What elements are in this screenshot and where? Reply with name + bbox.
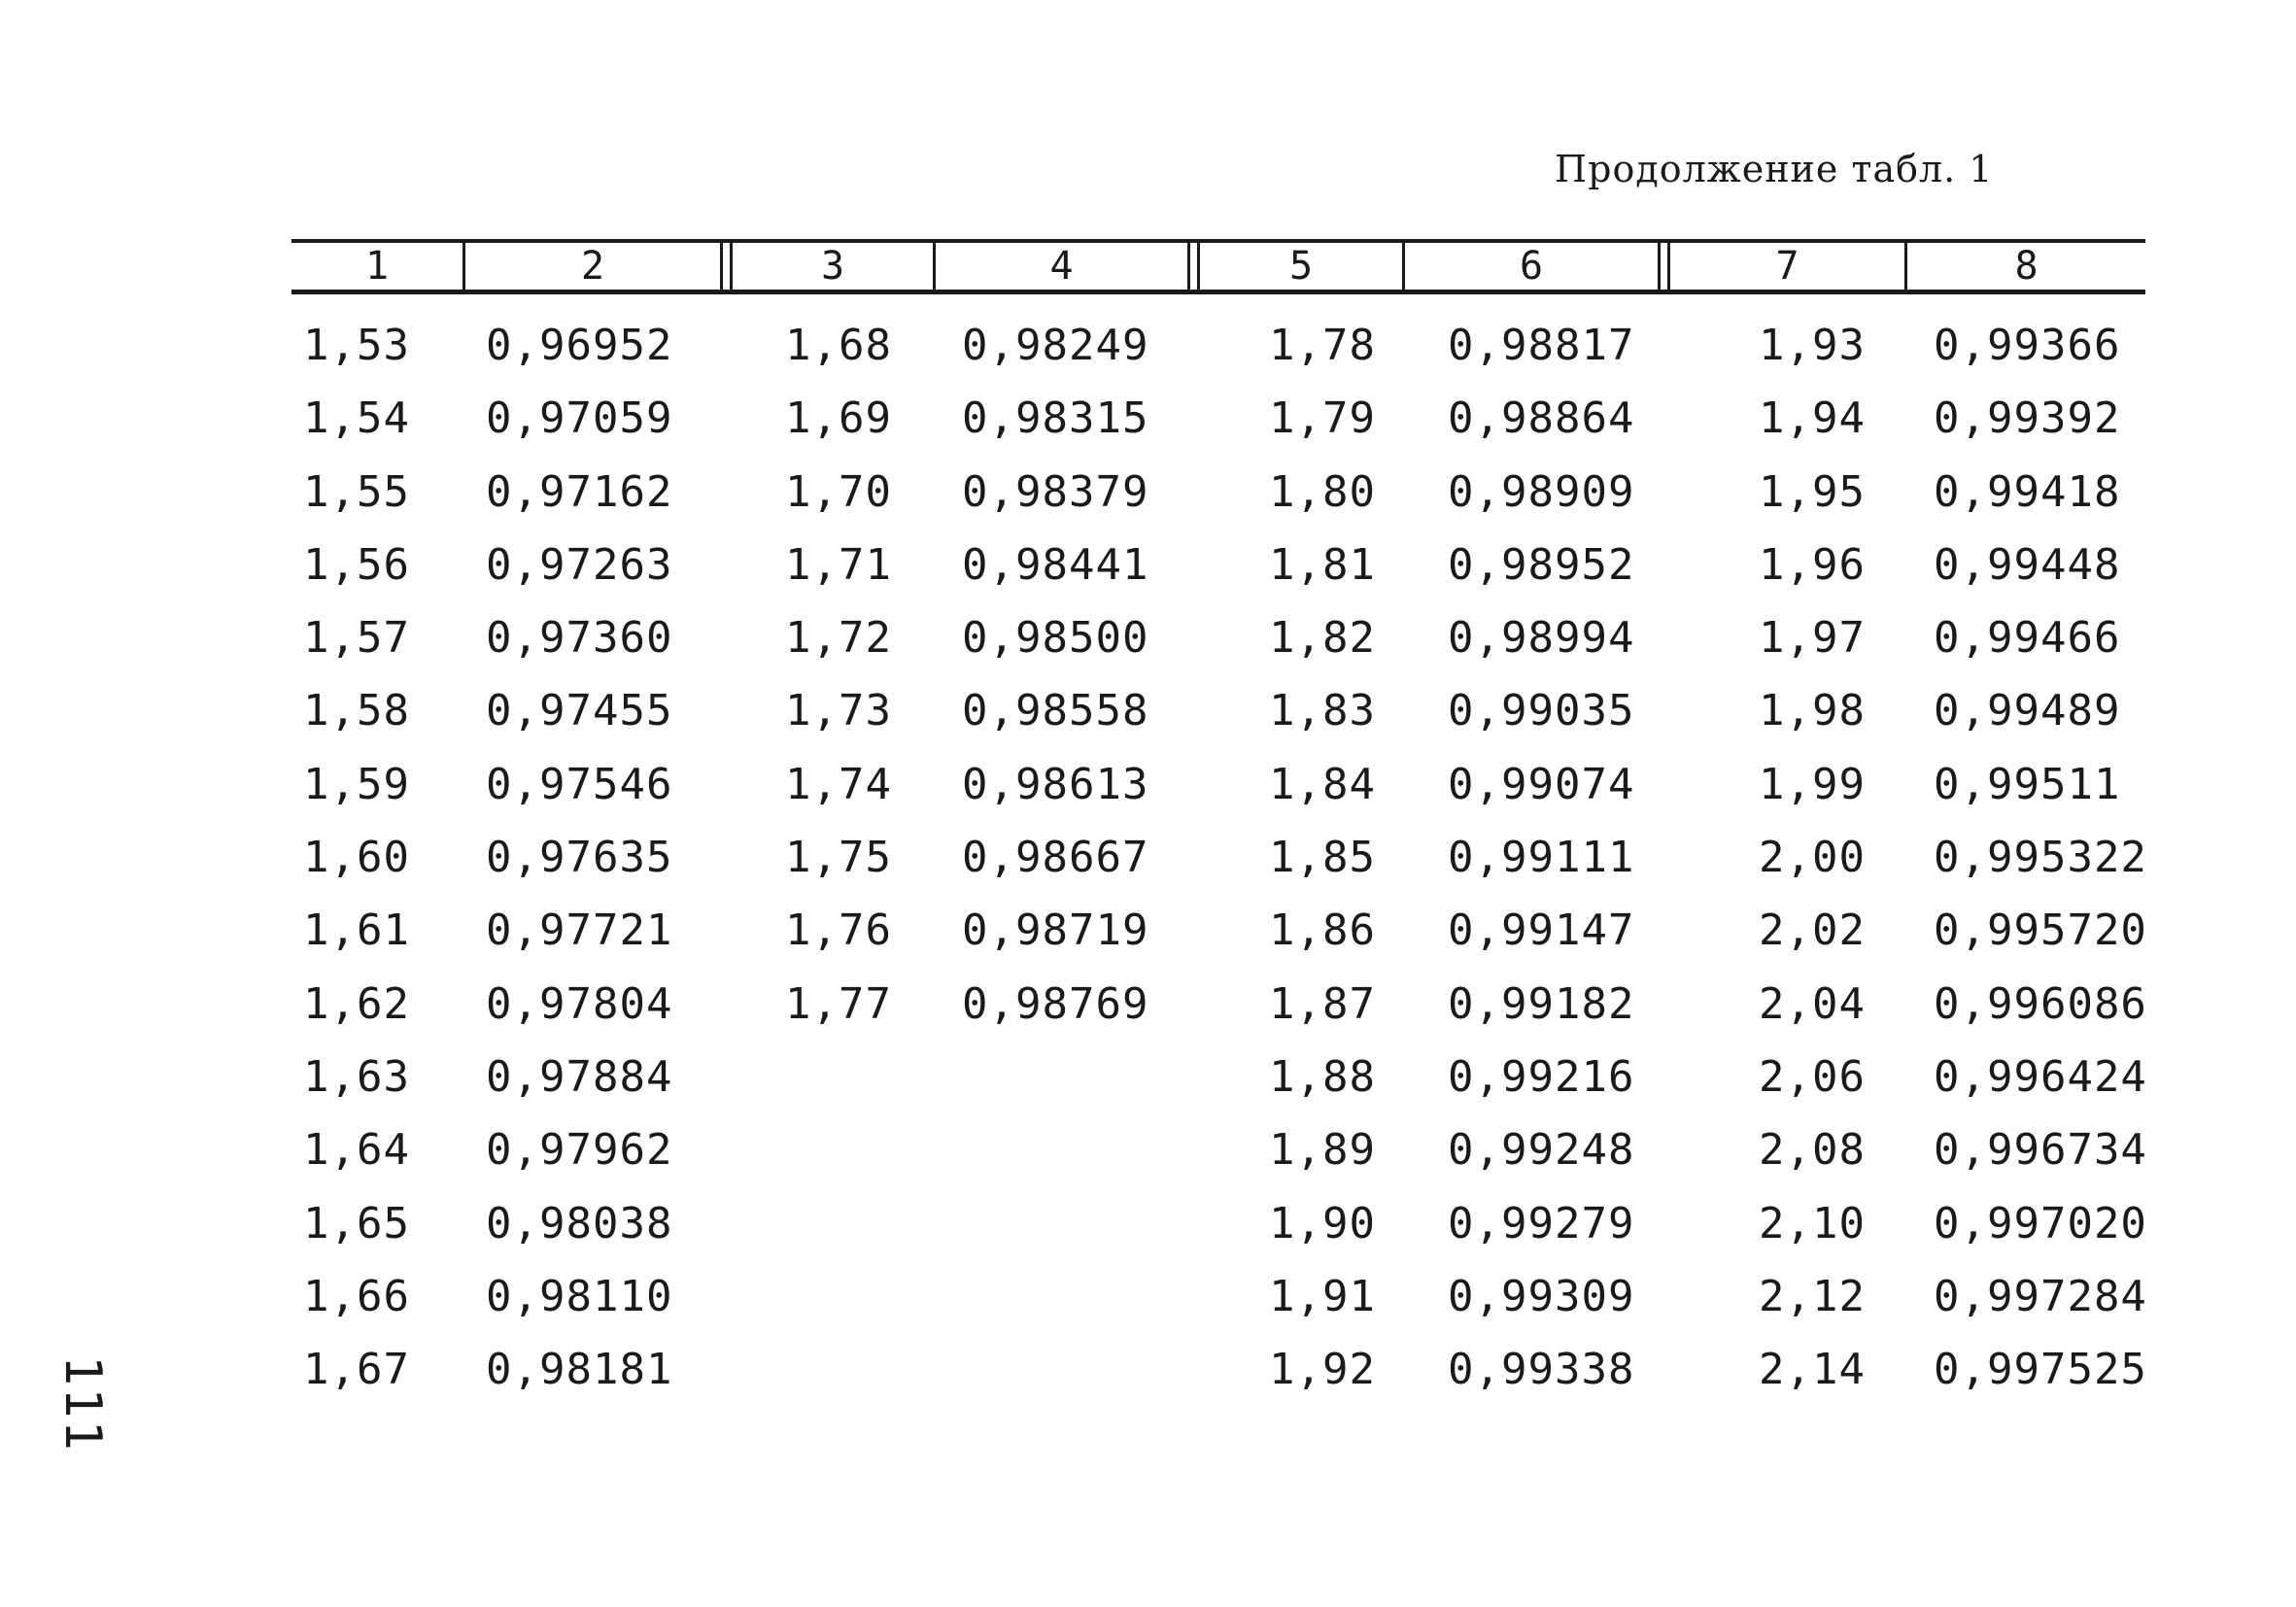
- table-cell: 1,58: [303, 686, 410, 736]
- table-cell: 0,97721: [486, 906, 673, 956]
- table-cell: 1,91: [1269, 1271, 1376, 1321]
- table-cell: 1,69: [785, 393, 892, 444]
- table-cell: 0,98667: [962, 833, 1149, 883]
- table-cell: 0,97162: [486, 466, 673, 517]
- table-cell: 0,995322: [1934, 833, 2147, 883]
- table-cell: 0,99448: [1934, 539, 2121, 590]
- table-cell: 0,997525: [1934, 1345, 2147, 1395]
- table-cell: 0,98181: [486, 1345, 673, 1395]
- table-cell: 1,64: [303, 1125, 410, 1176]
- table-cell: 1,56: [303, 539, 410, 590]
- header-double-separator: [1187, 239, 1190, 293]
- table-cell: 0,98110: [486, 1271, 673, 1321]
- column-header: 5: [1288, 244, 1314, 289]
- table-cell: 0,98769: [962, 978, 1149, 1029]
- table-cell: 1,68: [785, 321, 892, 370]
- table-cell: 0,99338: [1448, 1345, 1635, 1395]
- column-header: 3: [820, 244, 845, 289]
- column-header: 4: [1049, 244, 1074, 289]
- table-cell: 2,04: [1759, 978, 1866, 1029]
- column-6: [1448, 309, 1634, 1406]
- column-header: 8: [2014, 244, 2039, 289]
- table-cell: 1,94: [1759, 393, 1866, 444]
- table-cell: 0,995720: [1934, 906, 2147, 956]
- table-cell: 0,99182: [1448, 978, 1635, 1029]
- table-cell: 0,997020: [1934, 1198, 2147, 1248]
- table-cell: 0,97962: [486, 1125, 673, 1176]
- table-cell: 1,73: [785, 686, 892, 736]
- header-double-separator: [1658, 239, 1661, 293]
- table-cell: 1,99: [1759, 759, 1866, 809]
- table-cell: 1,97: [1759, 613, 1866, 664]
- table-cell: 0,97059: [486, 393, 673, 444]
- table-cell: 1,57: [303, 613, 410, 664]
- table-cell: 1,95: [1759, 466, 1866, 517]
- table-cell: 1,81: [1269, 539, 1376, 590]
- table-cell: 1,92: [1269, 1345, 1376, 1395]
- table-cell: 1,65: [303, 1198, 410, 1248]
- page-number: 111: [53, 1355, 112, 1453]
- table-cell: 1,63: [303, 1051, 410, 1102]
- table-cell: 2,02: [1759, 906, 1866, 956]
- table-cell: 0,98817: [1448, 321, 1635, 370]
- column-header: 1: [364, 244, 390, 289]
- table-cell: 0,97455: [486, 686, 673, 736]
- table-cell: 0,99366: [1934, 321, 2121, 370]
- table-cell: 0,99392: [1934, 393, 2121, 444]
- column-header: 7: [1775, 244, 1799, 289]
- table-cell: 0,99248: [1448, 1125, 1635, 1176]
- table-cell: 1,54: [303, 393, 410, 444]
- table-cell: 0,997284: [1934, 1271, 2147, 1321]
- table-cell: 0,99035: [1448, 686, 1635, 736]
- table-cell: 2,06: [1759, 1051, 1866, 1102]
- table-cell: 0,97635: [486, 833, 673, 883]
- table-cell: 1,61: [303, 906, 410, 956]
- table-cell: 0,97263: [486, 539, 673, 590]
- table-cell: 0,98379: [962, 466, 1149, 517]
- column-7: [1759, 309, 1866, 1406]
- table-cell: 0,996086: [1934, 978, 2147, 1029]
- table-cell: 0,99111: [1448, 833, 1635, 883]
- column-2: [486, 309, 672, 1406]
- table-cell: 0,996734: [1934, 1125, 2147, 1176]
- header-bottom-rule: [291, 290, 2145, 294]
- table-cell: 1,86: [1269, 906, 1376, 956]
- table-cell: 0,99074: [1448, 759, 1635, 809]
- table-cell: 1,88: [1269, 1051, 1376, 1102]
- table-cell: 0,99489: [1934, 686, 2121, 736]
- table-cell: 0,97804: [486, 978, 673, 1029]
- table-cell: 0,996424: [1934, 1051, 2147, 1102]
- table-cell: 1,89: [1269, 1125, 1376, 1176]
- table-cell: 0,98613: [962, 759, 1149, 809]
- table-cell: 0,98719: [962, 906, 1149, 956]
- column-8: [1934, 309, 2147, 1406]
- table-cell: 1,59: [303, 759, 410, 809]
- table-cell: 1,72: [785, 613, 892, 664]
- table-cell: 0,98315: [962, 393, 1149, 444]
- table-cell: 1,96: [1759, 539, 1866, 590]
- table-cell: 0,96952: [486, 321, 673, 370]
- table-cell: 1,55: [303, 466, 410, 517]
- table-cell: 0,99309: [1448, 1271, 1635, 1321]
- table-cell: 0,99511: [1934, 759, 2121, 809]
- table-cell: 0,97360: [486, 613, 673, 664]
- column-4: [962, 309, 1148, 1041]
- table-cell: 1,80: [1269, 466, 1376, 517]
- table-cell: 0,99466: [1934, 613, 2121, 664]
- column-5: [1269, 309, 1376, 1406]
- table-cell: 2,10: [1759, 1198, 1866, 1248]
- table-cell: 1,77: [785, 978, 892, 1029]
- table-cell: 1,84: [1269, 759, 1376, 809]
- table-cell: 0,98994: [1448, 613, 1635, 664]
- table-cell: 2,12: [1759, 1271, 1866, 1321]
- table-cell: 0,98909: [1448, 466, 1635, 517]
- table-cell: 0,98952: [1448, 539, 1635, 590]
- table-cell: 1,78: [1269, 321, 1376, 370]
- table-cell: 1,82: [1269, 613, 1376, 664]
- table-cell: 1,53: [303, 321, 410, 370]
- table-cell: 1,83: [1269, 686, 1376, 736]
- table-cell: 0,98558: [962, 686, 1149, 736]
- column-header: 2: [580, 244, 605, 289]
- table-cell: 1,71: [785, 539, 892, 590]
- column-3: [785, 309, 892, 1041]
- table-cell: 1,93: [1759, 321, 1866, 370]
- table-cell: 1,79: [1269, 393, 1376, 444]
- table-cell: 2,00: [1759, 833, 1866, 883]
- table-cell: 1,75: [785, 833, 892, 883]
- table-cell: 1,76: [785, 906, 892, 956]
- table-cell: 1,98: [1759, 686, 1866, 736]
- table-cell: 1,70: [785, 466, 892, 517]
- table-cell: 1,67: [303, 1345, 410, 1395]
- table-cell: 0,99147: [1448, 906, 1635, 956]
- table-cell: 0,98038: [486, 1198, 673, 1248]
- table-cell: 0,97546: [486, 759, 673, 809]
- table-cell: 0,97884: [486, 1051, 673, 1102]
- column-header: 6: [1519, 244, 1544, 289]
- table-caption: Продолжение табл. 1: [1555, 148, 1994, 190]
- table-cell: 1,60: [303, 833, 410, 883]
- header-double-separator: [720, 239, 723, 293]
- table-cell: 0,99216: [1448, 1051, 1635, 1102]
- table-cell: 1,90: [1269, 1198, 1376, 1248]
- table-cell: 0,99279: [1448, 1198, 1635, 1248]
- column-1: [303, 309, 410, 1406]
- table-cell: 2,14: [1759, 1345, 1866, 1395]
- table-cell: 0,99418: [1934, 466, 2121, 517]
- table-cell: 2,08: [1759, 1125, 1866, 1176]
- table-cell: 1,85: [1269, 833, 1376, 883]
- table-cell: 1,66: [303, 1271, 410, 1321]
- table-cell: 1,87: [1269, 978, 1376, 1029]
- table-cell: 1,74: [785, 759, 892, 809]
- table-cell: 0,98249: [962, 321, 1149, 370]
- table-cell: 0,98500: [962, 613, 1149, 664]
- table-cell: 1,62: [303, 978, 410, 1029]
- table-cell: 0,98441: [962, 539, 1149, 590]
- table-cell: 0,98864: [1448, 393, 1635, 444]
